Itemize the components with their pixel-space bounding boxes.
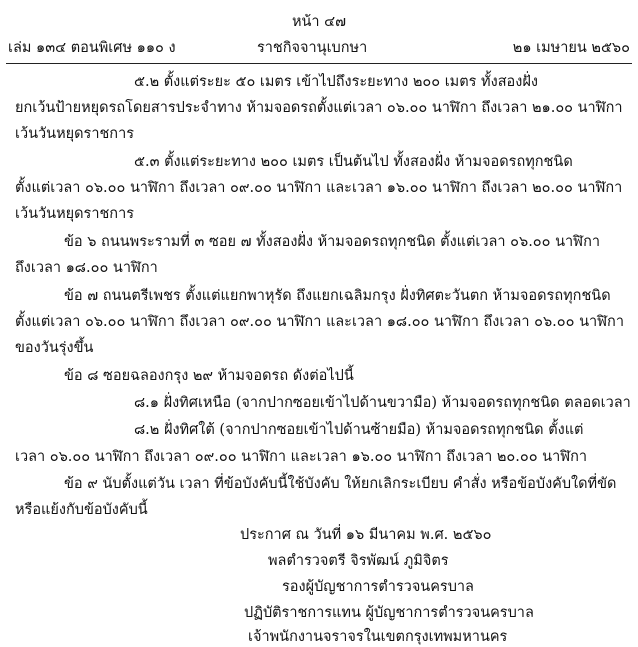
announcement-date: ประกาศ ณ วันที่ ๑๖ มีนาคม พ.ศ. ๒๕๖๐: [240, 527, 492, 543]
body-line: ของวันรุ่งขึ้น: [15, 340, 94, 356]
body-line: เว้นวันหยุดราชการ: [15, 206, 135, 222]
signatory-office: เจ้าพนักงานจราจรในเขตกรุงเทพมหานคร: [248, 629, 508, 645]
body-line: ข้อ ๙ นับตั้งแต่วัน เวลา ที่ข้อบังคับนี้ใช้บังคับ ให้ยกเลิกระเบียบ คำสั่ง หรือข้อบังคับใดที่ขัด: [64, 476, 617, 492]
body-line: ๕.๒ ตั้งแต่ระยะ ๕๐ เมตร เข้าไปถึงระยะทาง ๒๐๐ เมตร ทั้งสองฝั่ง: [134, 74, 538, 90]
body-line: เวลา ๐๖.๐๐ นาฬิกา ถึงเวลา ๐๙.๐๐ นาฬิกา และเวลา ๑๖.๐๐ นาฬิกา ถึงเวลา ๒๐.๐๐ นาฬิกา: [15, 449, 588, 465]
body-line: ๘.๑ ฝั่งทิศเหนือ (จากปากซอยเข้าไปด้านขวามือ) ห้ามจอดรถทุกชนิด ตลอดเวลา: [134, 395, 631, 411]
body-line: ข้อ ๘ ซอยฉลองกรุง ๒๙ ห้ามจอดรถ ดังต่อไปนี้: [64, 368, 354, 384]
body-line: หรือแย้งกับข้อบังคับนี้: [15, 502, 148, 518]
body-line: ข้อ ๖ ถนนพระรามที่ ๓ ซอย ๗ ทั้งสองฝั่ง ห้ามจอดรถทุกชนิด ตั้งแต่เวลา ๐๖.๐๐ นาฬิกา: [64, 234, 601, 250]
body-line: ๕.๓ ตั้งแต่ระยะทาง ๒๐๐ เมตร เป็นต้นไป ทั้งสองฝั่ง ห้ามจอดรถทุกชนิด: [134, 154, 573, 170]
signatory-name: พลตำรวจตรี จิรพัฒน์ ภูมิจิตร: [268, 553, 449, 569]
publication-date: ๒๑ เมษายน ๒๕๖๐: [512, 40, 630, 56]
body-line: ตั้งแต่เวลา ๐๖.๐๐ นาฬิกา ถึงเวลา ๐๙.๐๐ นาฬิกา และเวลา ๑๖.๐๐ นาฬิกา ถึงเวลา ๒๐.๐๐ นาฬิกา: [15, 180, 623, 196]
body-line: เว้นวันหยุดราชการ: [15, 126, 135, 142]
signatory-position: รองผู้บัญชาการตำรวจนครบาล: [282, 579, 474, 595]
body-line: ๘.๒ ฝั่งทิศใต้ (จากปากซอยเข้าไปด้านซ้ายมือ) ห้ามจอดรถทุกชนิด ตั้งแต่: [134, 422, 584, 438]
body-line: ถึงเวลา ๑๘.๐๐ นาฬิกา: [15, 260, 158, 276]
page-number: หน้า ๔๗: [291, 14, 347, 30]
body-line: ข้อ ๗ ถนนตรีเพชร ตั้งแต่แยกพาหุรัด ถึงแยกเฉลิมกรุง ฝั่งทิศตะวันตก ห้ามจอดรถทุกชนิด: [64, 288, 611, 304]
volume-info: เล่ม ๑๓๔ ตอนพิเศษ ๑๑๐ ง: [8, 40, 176, 56]
body-line: ยกเว้นป้ายหยุดรถโดยสารประจำทาง ห้ามจอดรถตั้งแต่เวลา ๐๖.๐๐ นาฬิกา ถึงเวลา ๒๑.๐๐ นาฬิกา: [15, 100, 623, 116]
body-line: ตั้งแต่เวลา ๐๖.๐๐ นาฬิกา ถึงเวลา ๐๙.๐๐ นาฬิกา และเวลา ๑๘.๐๐ นาฬิกา ถึงเวลา ๐๖.๐๐ นาฬิกา: [15, 314, 624, 330]
header-rule: [6, 63, 632, 64]
gazette-title: ราชกิจจานุเบกษา: [257, 40, 368, 56]
signatory-acting-for: ปฏิบัติราชการแทน ผู้บัญชาการตำรวจนครบาล: [244, 605, 534, 621]
